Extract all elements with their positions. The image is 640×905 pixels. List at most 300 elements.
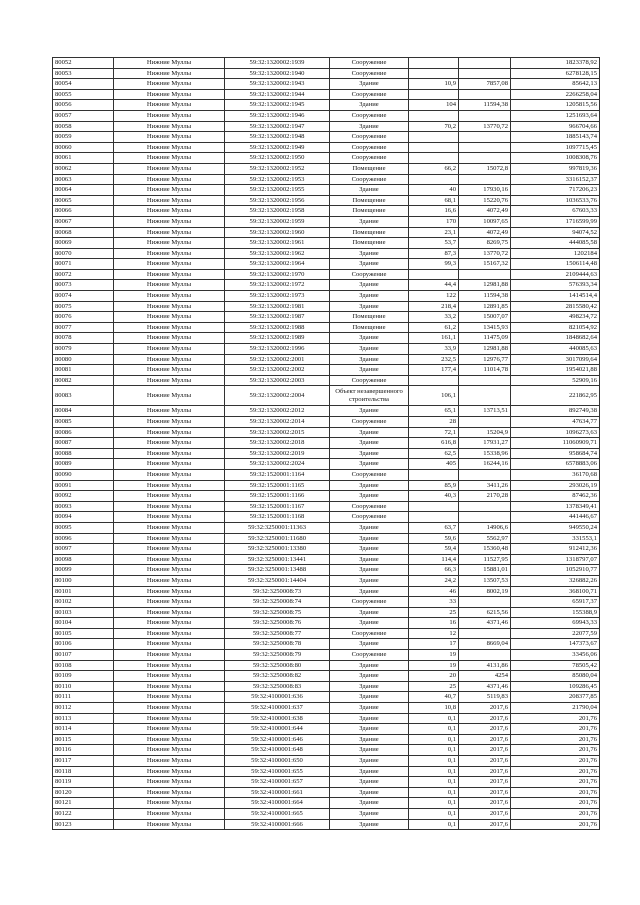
locality-name-cell: Нижние Муллы xyxy=(114,132,225,143)
locality-name-cell: Нижние Муллы xyxy=(114,227,225,238)
object-type-cell: Здание xyxy=(330,259,409,270)
locality-name-cell: Нижние Муллы xyxy=(114,248,225,259)
unit-value-cell xyxy=(459,386,511,406)
cadastral-value-cell: 22077,59 xyxy=(511,628,600,639)
cadastral-number-cell: 59:32:3250008:80 xyxy=(225,660,330,671)
table-row xyxy=(53,280,600,291)
cadastral-number-cell: 59:32:1320002:1939 xyxy=(225,58,330,69)
unit-value-cell: 13415,93 xyxy=(459,322,511,333)
object-type-cell: Здание xyxy=(330,459,409,470)
cadastral-value-cell: 201,76 xyxy=(511,798,600,809)
table-row xyxy=(53,238,600,249)
cadastral-value-cell: 1202184 xyxy=(511,248,600,259)
object-type-cell: Здание xyxy=(330,248,409,259)
row-number-cell: 80070 xyxy=(53,248,114,259)
area-cell: 33,2 xyxy=(409,312,459,323)
object-type-cell: Сооружение xyxy=(330,417,409,428)
cadastral-value-cell: 1036533,76 xyxy=(511,195,600,206)
row-number-cell: 80067 xyxy=(53,216,114,227)
locality-name-cell: Нижние Муллы xyxy=(114,68,225,79)
object-type-cell: Сооружение xyxy=(330,142,409,153)
unit-value-cell: 5119,83 xyxy=(459,692,511,703)
row-number-cell: 80104 xyxy=(53,618,114,629)
cadastral-number-cell: 59:32:1320002:1959 xyxy=(225,216,330,227)
locality-name-cell: Нижние Муллы xyxy=(114,671,225,682)
cadastral-number-cell: 59:32:1520001:1166 xyxy=(225,491,330,502)
document-page xyxy=(52,57,599,830)
object-type-cell: Здание xyxy=(330,713,409,724)
object-type-cell: Здание xyxy=(330,185,409,196)
cadastral-number-cell: 59:32:3250001:13380 xyxy=(225,544,330,555)
unit-value-cell: 11594,38 xyxy=(459,291,511,302)
cadastral-value-cell: 576393,34 xyxy=(511,280,600,291)
object-type-cell: Здание xyxy=(330,216,409,227)
object-type-cell: Помещение xyxy=(330,227,409,238)
row-number-cell: 80077 xyxy=(53,322,114,333)
row-number-cell: 80110 xyxy=(53,681,114,692)
area-cell xyxy=(409,110,459,121)
cadastral-value-cell: 2109444,63 xyxy=(511,269,600,280)
object-type-cell: Здание xyxy=(330,533,409,544)
cadastral-value-cell: 11060909,71 xyxy=(511,438,600,449)
table-row xyxy=(53,301,600,312)
table-row xyxy=(53,365,600,376)
unit-value-cell xyxy=(459,628,511,639)
table-row xyxy=(53,185,600,196)
cadastral-number-cell: 59:32:4100001:644 xyxy=(225,724,330,735)
area-cell xyxy=(409,174,459,185)
area-cell xyxy=(409,269,459,280)
table-row xyxy=(53,438,600,449)
cadastral-number-cell: 59:32:4100001:657 xyxy=(225,777,330,788)
cadastral-number-cell: 59:32:3250001:13441 xyxy=(225,554,330,565)
cadastral-value-cell: 201,76 xyxy=(511,819,600,830)
object-type-cell: Сооружение xyxy=(330,110,409,121)
area-cell: 85,9 xyxy=(409,480,459,491)
cadastral-value-cell: 33456,06 xyxy=(511,650,600,661)
cadastral-value-cell: 997819,36 xyxy=(511,163,600,174)
row-number-cell: 80052 xyxy=(53,58,114,69)
locality-name-cell: Нижние Муллы xyxy=(114,554,225,565)
area-cell: 0,1 xyxy=(409,713,459,724)
cadastral-number-cell: 59:32:4100001:648 xyxy=(225,745,330,756)
cadastral-value-cell: 1318797,07 xyxy=(511,554,600,565)
table-row xyxy=(53,798,600,809)
row-number-cell: 80096 xyxy=(53,533,114,544)
area-cell: 33,9 xyxy=(409,344,459,355)
row-number-cell: 80101 xyxy=(53,586,114,597)
unit-value-cell: 2017,6 xyxy=(459,713,511,724)
cadastral-value-cell: 821054,92 xyxy=(511,322,600,333)
table-row xyxy=(53,406,600,417)
unit-value-cell xyxy=(459,417,511,428)
row-number-cell: 80091 xyxy=(53,480,114,491)
object-type-cell: Помещение xyxy=(330,206,409,217)
cadastral-value-cell: 69943,33 xyxy=(511,618,600,629)
unit-value-cell: 12891,85 xyxy=(459,301,511,312)
area-cell: 0,1 xyxy=(409,724,459,735)
row-number-cell: 80088 xyxy=(53,448,114,459)
row-number-cell: 80114 xyxy=(53,724,114,735)
table-row xyxy=(53,68,600,79)
unit-value-cell: 8269,75 xyxy=(459,238,511,249)
row-number-cell: 80106 xyxy=(53,639,114,650)
cadastral-number-cell: 59:32:1320002:2002 xyxy=(225,365,330,376)
row-number-cell: 80112 xyxy=(53,703,114,714)
table-row xyxy=(53,692,600,703)
table-row xyxy=(53,386,600,406)
unit-value-cell: 4371,46 xyxy=(459,681,511,692)
cadastral-number-cell: 59:32:1320002:1947 xyxy=(225,121,330,132)
area-cell: 19 xyxy=(409,650,459,661)
object-type-cell: Здание xyxy=(330,618,409,629)
row-number-cell: 80060 xyxy=(53,142,114,153)
table-row xyxy=(53,100,600,111)
unit-value-cell: 12976,77 xyxy=(459,354,511,365)
locality-name-cell: Нижние Муллы xyxy=(114,89,225,100)
cadastral-value-cell: 1414514,4 xyxy=(511,291,600,302)
area-cell: 114,4 xyxy=(409,554,459,565)
object-type-cell: Сооружение xyxy=(330,174,409,185)
row-number-cell: 80061 xyxy=(53,153,114,164)
row-number-cell: 80075 xyxy=(53,301,114,312)
unit-value-cell: 17931,27 xyxy=(459,438,511,449)
cadastral-number-cell: 59:32:3250008:73 xyxy=(225,586,330,597)
object-type-cell: Сооружение xyxy=(330,68,409,79)
row-number-cell: 80115 xyxy=(53,734,114,745)
table-row xyxy=(53,333,600,344)
cadastral-value-cell: 221862,95 xyxy=(511,386,600,406)
cadastral-value-cell: 109286,45 xyxy=(511,681,600,692)
locality-name-cell: Нижние Муллы xyxy=(114,639,225,650)
locality-name-cell: Нижние Муллы xyxy=(114,365,225,376)
object-type-cell: Здание xyxy=(330,734,409,745)
cadastral-number-cell: 59:32:4100001:661 xyxy=(225,787,330,798)
cadastral-value-cell: 331553,1 xyxy=(511,533,600,544)
area-cell: 616,8 xyxy=(409,438,459,449)
cadastral-number-cell: 59:32:3250001:11680 xyxy=(225,533,330,544)
object-type-cell: Здание xyxy=(330,586,409,597)
cadastral-number-cell: 59:32:1320002:2001 xyxy=(225,354,330,365)
unit-value-cell: 3411,26 xyxy=(459,480,511,491)
unit-value-cell: 2017,6 xyxy=(459,724,511,735)
cadastral-number-cell: 59:32:1320002:1960 xyxy=(225,227,330,238)
cadastral-value-cell: 3017099,64 xyxy=(511,354,600,365)
row-number-cell: 80090 xyxy=(53,469,114,480)
row-number-cell: 80092 xyxy=(53,491,114,502)
cadastral-number-cell: 59:32:1320002:1953 xyxy=(225,174,330,185)
object-type-cell: Здание xyxy=(330,438,409,449)
unit-value-cell xyxy=(459,68,511,79)
cadastral-value-cell: 1251693,64 xyxy=(511,110,600,121)
row-number-cell: 80081 xyxy=(53,365,114,376)
cadastral-value-cell: 36170,68 xyxy=(511,469,600,480)
locality-name-cell: Нижние Муллы xyxy=(114,206,225,217)
cadastral-number-cell: 59:32:1520001:1165 xyxy=(225,480,330,491)
unit-value-cell: 4131,86 xyxy=(459,660,511,671)
table-row xyxy=(53,713,600,724)
area-cell: 40,7 xyxy=(409,692,459,703)
area-cell: 122 xyxy=(409,291,459,302)
table-row xyxy=(53,681,600,692)
table-row xyxy=(53,660,600,671)
object-type-cell: Здание xyxy=(330,365,409,376)
table-row xyxy=(53,565,600,576)
cadastral-number-cell: 59:32:4100001:646 xyxy=(225,734,330,745)
cadastral-number-cell: 59:32:1320002:1981 xyxy=(225,301,330,312)
table-row xyxy=(53,724,600,735)
cadastral-number-cell: 59:32:4100001:636 xyxy=(225,692,330,703)
unit-value-cell: 7857,08 xyxy=(459,79,511,90)
row-number-cell: 80103 xyxy=(53,607,114,618)
unit-value-cell: 16244,16 xyxy=(459,459,511,470)
object-type-cell: Сооружение xyxy=(330,512,409,523)
cadastral-number-cell: 59:32:1320002:1948 xyxy=(225,132,330,143)
unit-value-cell xyxy=(459,597,511,608)
cadastral-value-cell: 717206,23 xyxy=(511,185,600,196)
area-cell: 40,3 xyxy=(409,491,459,502)
unit-value-cell xyxy=(459,375,511,386)
table-row xyxy=(53,618,600,629)
table-row xyxy=(53,607,600,618)
locality-name-cell: Нижние Муллы xyxy=(114,448,225,459)
locality-name-cell: Нижние Муллы xyxy=(114,808,225,819)
object-type-cell: Здание xyxy=(330,291,409,302)
cadastral-value-cell: 912412,36 xyxy=(511,544,600,555)
object-type-cell: Здание xyxy=(330,639,409,650)
area-cell: 87,3 xyxy=(409,248,459,259)
locality-name-cell: Нижние Муллы xyxy=(114,417,225,428)
cadastral-value-cell: 147373,67 xyxy=(511,639,600,650)
cadastral-value-cell: 1378349,41 xyxy=(511,501,600,512)
unit-value-cell: 11527,95 xyxy=(459,554,511,565)
cadastral-value-cell: 201,76 xyxy=(511,766,600,777)
unit-value-cell: 8002,19 xyxy=(459,586,511,597)
row-number-cell: 80118 xyxy=(53,766,114,777)
cadastral-number-cell: 59:32:1320002:1973 xyxy=(225,291,330,302)
area-cell: 0,1 xyxy=(409,766,459,777)
area-cell: 53,7 xyxy=(409,238,459,249)
table-row xyxy=(53,554,600,565)
table-row xyxy=(53,819,600,830)
row-number-cell: 80094 xyxy=(53,512,114,523)
cadastral-number-cell: 59:32:4100001:665 xyxy=(225,808,330,819)
object-type-cell: Здание xyxy=(330,808,409,819)
table-row xyxy=(53,121,600,132)
cadastral-number-cell: 59:32:1320002:1945 xyxy=(225,100,330,111)
area-cell: 20 xyxy=(409,671,459,682)
locality-name-cell: Нижние Муллы xyxy=(114,216,225,227)
cadastral-number-cell: 59:32:1320002:1961 xyxy=(225,238,330,249)
table-row xyxy=(53,734,600,745)
area-cell xyxy=(409,501,459,512)
locality-name-cell: Нижние Муллы xyxy=(114,512,225,523)
table-row xyxy=(53,227,600,238)
unit-value-cell: 12981,88 xyxy=(459,344,511,355)
table-row xyxy=(53,501,600,512)
table-row xyxy=(53,448,600,459)
table-row xyxy=(53,417,600,428)
unit-value-cell: 13770,72 xyxy=(459,248,511,259)
table-row xyxy=(53,639,600,650)
cadastral-value-cell: 1008308,76 xyxy=(511,153,600,164)
row-number-cell: 80082 xyxy=(53,375,114,386)
cadastral-value-cell: 966704,66 xyxy=(511,121,600,132)
object-type-cell: Здание xyxy=(330,448,409,459)
unit-value-cell: 13770,72 xyxy=(459,121,511,132)
locality-name-cell: Нижние Муллы xyxy=(114,756,225,767)
area-cell: 68,1 xyxy=(409,195,459,206)
table-row xyxy=(53,163,600,174)
cadastral-number-cell: 59:32:1320002:1962 xyxy=(225,248,330,259)
unit-value-cell: 10097,65 xyxy=(459,216,511,227)
cadastral-value-cell: 65917,37 xyxy=(511,597,600,608)
row-number-cell: 80055 xyxy=(53,89,114,100)
area-cell: 62,5 xyxy=(409,448,459,459)
locality-name-cell: Нижние Муллы xyxy=(114,766,225,777)
row-number-cell: 80078 xyxy=(53,333,114,344)
area-cell: 19 xyxy=(409,660,459,671)
table-row xyxy=(53,142,600,153)
object-type-cell: Здание xyxy=(330,121,409,132)
row-number-cell: 80058 xyxy=(53,121,114,132)
unit-value-cell: 11594,38 xyxy=(459,100,511,111)
object-type-cell: Здание xyxy=(330,554,409,565)
area-cell: 170 xyxy=(409,216,459,227)
unit-value-cell xyxy=(459,58,511,69)
table-row xyxy=(53,459,600,470)
locality-name-cell: Нижние Муллы xyxy=(114,628,225,639)
cadastral-value-cell: 52909,16 xyxy=(511,375,600,386)
row-number-cell: 80085 xyxy=(53,417,114,428)
unit-value-cell: 15072,8 xyxy=(459,163,511,174)
locality-name-cell: Нижние Муллы xyxy=(114,269,225,280)
locality-name-cell: Нижние Муллы xyxy=(114,565,225,576)
area-cell xyxy=(409,89,459,100)
cadastral-number-cell: 59:32:1520001:1164 xyxy=(225,469,330,480)
unit-value-cell: 15881,01 xyxy=(459,565,511,576)
area-cell xyxy=(409,68,459,79)
table-row xyxy=(53,745,600,756)
locality-name-cell: Нижние Муллы xyxy=(114,501,225,512)
cadastral-value-cell: 1097715,45 xyxy=(511,142,600,153)
object-type-cell: Сооружение xyxy=(330,89,409,100)
area-cell: 0,1 xyxy=(409,787,459,798)
object-type-cell: Здание xyxy=(330,575,409,586)
cadastral-number-cell: 59:32:3250001:13488 xyxy=(225,565,330,576)
table-row xyxy=(53,427,600,438)
cadastral-number-cell: 59:32:1320002:1996 xyxy=(225,344,330,355)
object-type-cell: Здание xyxy=(330,692,409,703)
locality-name-cell: Нижние Муллы xyxy=(114,333,225,344)
locality-name-cell: Нижние Муллы xyxy=(114,575,225,586)
row-number-cell: 80073 xyxy=(53,280,114,291)
locality-name-cell: Нижние Муллы xyxy=(114,777,225,788)
cadastral-value-cell: 1506114,48 xyxy=(511,259,600,270)
cadastral-number-cell: 59:32:1320002:2004 xyxy=(225,386,330,406)
area-cell: 59,6 xyxy=(409,533,459,544)
object-type-cell: Здание xyxy=(330,333,409,344)
unit-value-cell: 13507,53 xyxy=(459,575,511,586)
locality-name-cell: Нижние Муллы xyxy=(114,597,225,608)
object-type-cell: Здание xyxy=(330,491,409,502)
table-row xyxy=(53,216,600,227)
object-type-cell: Сооружение xyxy=(330,375,409,386)
unit-value-cell: 11014,78 xyxy=(459,365,511,376)
row-number-cell: 80117 xyxy=(53,756,114,767)
cadastral-value-cell: 47634,77 xyxy=(511,417,600,428)
cadastral-value-cell: 949550,24 xyxy=(511,522,600,533)
locality-name-cell: Нижние Муллы xyxy=(114,79,225,90)
locality-name-cell: Нижние Муллы xyxy=(114,438,225,449)
unit-value-cell xyxy=(459,650,511,661)
row-number-cell: 80069 xyxy=(53,238,114,249)
unit-value-cell: 2017,6 xyxy=(459,745,511,756)
cadastral-number-cell: 59:32:1320002:1940 xyxy=(225,68,330,79)
row-number-cell: 80080 xyxy=(53,354,114,365)
unit-value-cell: 2017,6 xyxy=(459,734,511,745)
row-number-cell: 80105 xyxy=(53,628,114,639)
object-type-cell: Здание xyxy=(330,787,409,798)
object-type-cell: Помещение xyxy=(330,322,409,333)
unit-value-cell xyxy=(459,132,511,143)
cadastral-value-cell: 201,76 xyxy=(511,713,600,724)
table-row xyxy=(53,533,600,544)
locality-name-cell: Нижние Муллы xyxy=(114,121,225,132)
cadastral-value-cell: 6578883,06 xyxy=(511,459,600,470)
area-cell: 24,2 xyxy=(409,575,459,586)
cadastral-number-cell: 59:32:1320002:1987 xyxy=(225,312,330,323)
table-row xyxy=(53,375,600,386)
cadastral-value-cell: 85642,13 xyxy=(511,79,600,90)
area-cell: 218,4 xyxy=(409,301,459,312)
area-cell: 63,7 xyxy=(409,522,459,533)
cadastral-number-cell: 59:32:1320002:1946 xyxy=(225,110,330,121)
cadastral-number-cell: 59:32:3250008:78 xyxy=(225,639,330,650)
unit-value-cell: 15360,48 xyxy=(459,544,511,555)
area-cell: 0,1 xyxy=(409,734,459,745)
unit-value-cell xyxy=(459,501,511,512)
locality-name-cell: Нижние Муллы xyxy=(114,312,225,323)
object-type-cell: Сооружение xyxy=(330,269,409,280)
locality-name-cell: Нижние Муллы xyxy=(114,681,225,692)
row-number-cell: 80122 xyxy=(53,808,114,819)
cadastral-number-cell: 59:32:1320002:1972 xyxy=(225,280,330,291)
table-row xyxy=(53,597,600,608)
table-row xyxy=(53,322,600,333)
cadastral-number-cell: 59:32:4100001:650 xyxy=(225,756,330,767)
table-row xyxy=(53,671,600,682)
area-cell: 40 xyxy=(409,185,459,196)
row-number-cell: 80113 xyxy=(53,713,114,724)
table-row xyxy=(53,110,600,121)
object-type-cell: Здание xyxy=(330,819,409,830)
locality-name-cell: Нижние Муллы xyxy=(114,660,225,671)
row-number-cell: 80079 xyxy=(53,344,114,355)
cadastral-number-cell: 59:32:1320002:2018 xyxy=(225,438,330,449)
area-cell: 177,4 xyxy=(409,365,459,376)
row-number-cell: 80087 xyxy=(53,438,114,449)
cadastral-number-cell: 59:32:3250008:74 xyxy=(225,597,330,608)
unit-value-cell: 15220,76 xyxy=(459,195,511,206)
area-cell xyxy=(409,153,459,164)
cadastral-number-cell: 59:32:1320002:1956 xyxy=(225,195,330,206)
cadastral-number-cell: 59:32:1320002:2014 xyxy=(225,417,330,428)
area-cell: 66,3 xyxy=(409,565,459,576)
locality-name-cell: Нижние Муллы xyxy=(114,174,225,185)
row-number-cell: 80116 xyxy=(53,745,114,756)
area-cell: 104 xyxy=(409,100,459,111)
